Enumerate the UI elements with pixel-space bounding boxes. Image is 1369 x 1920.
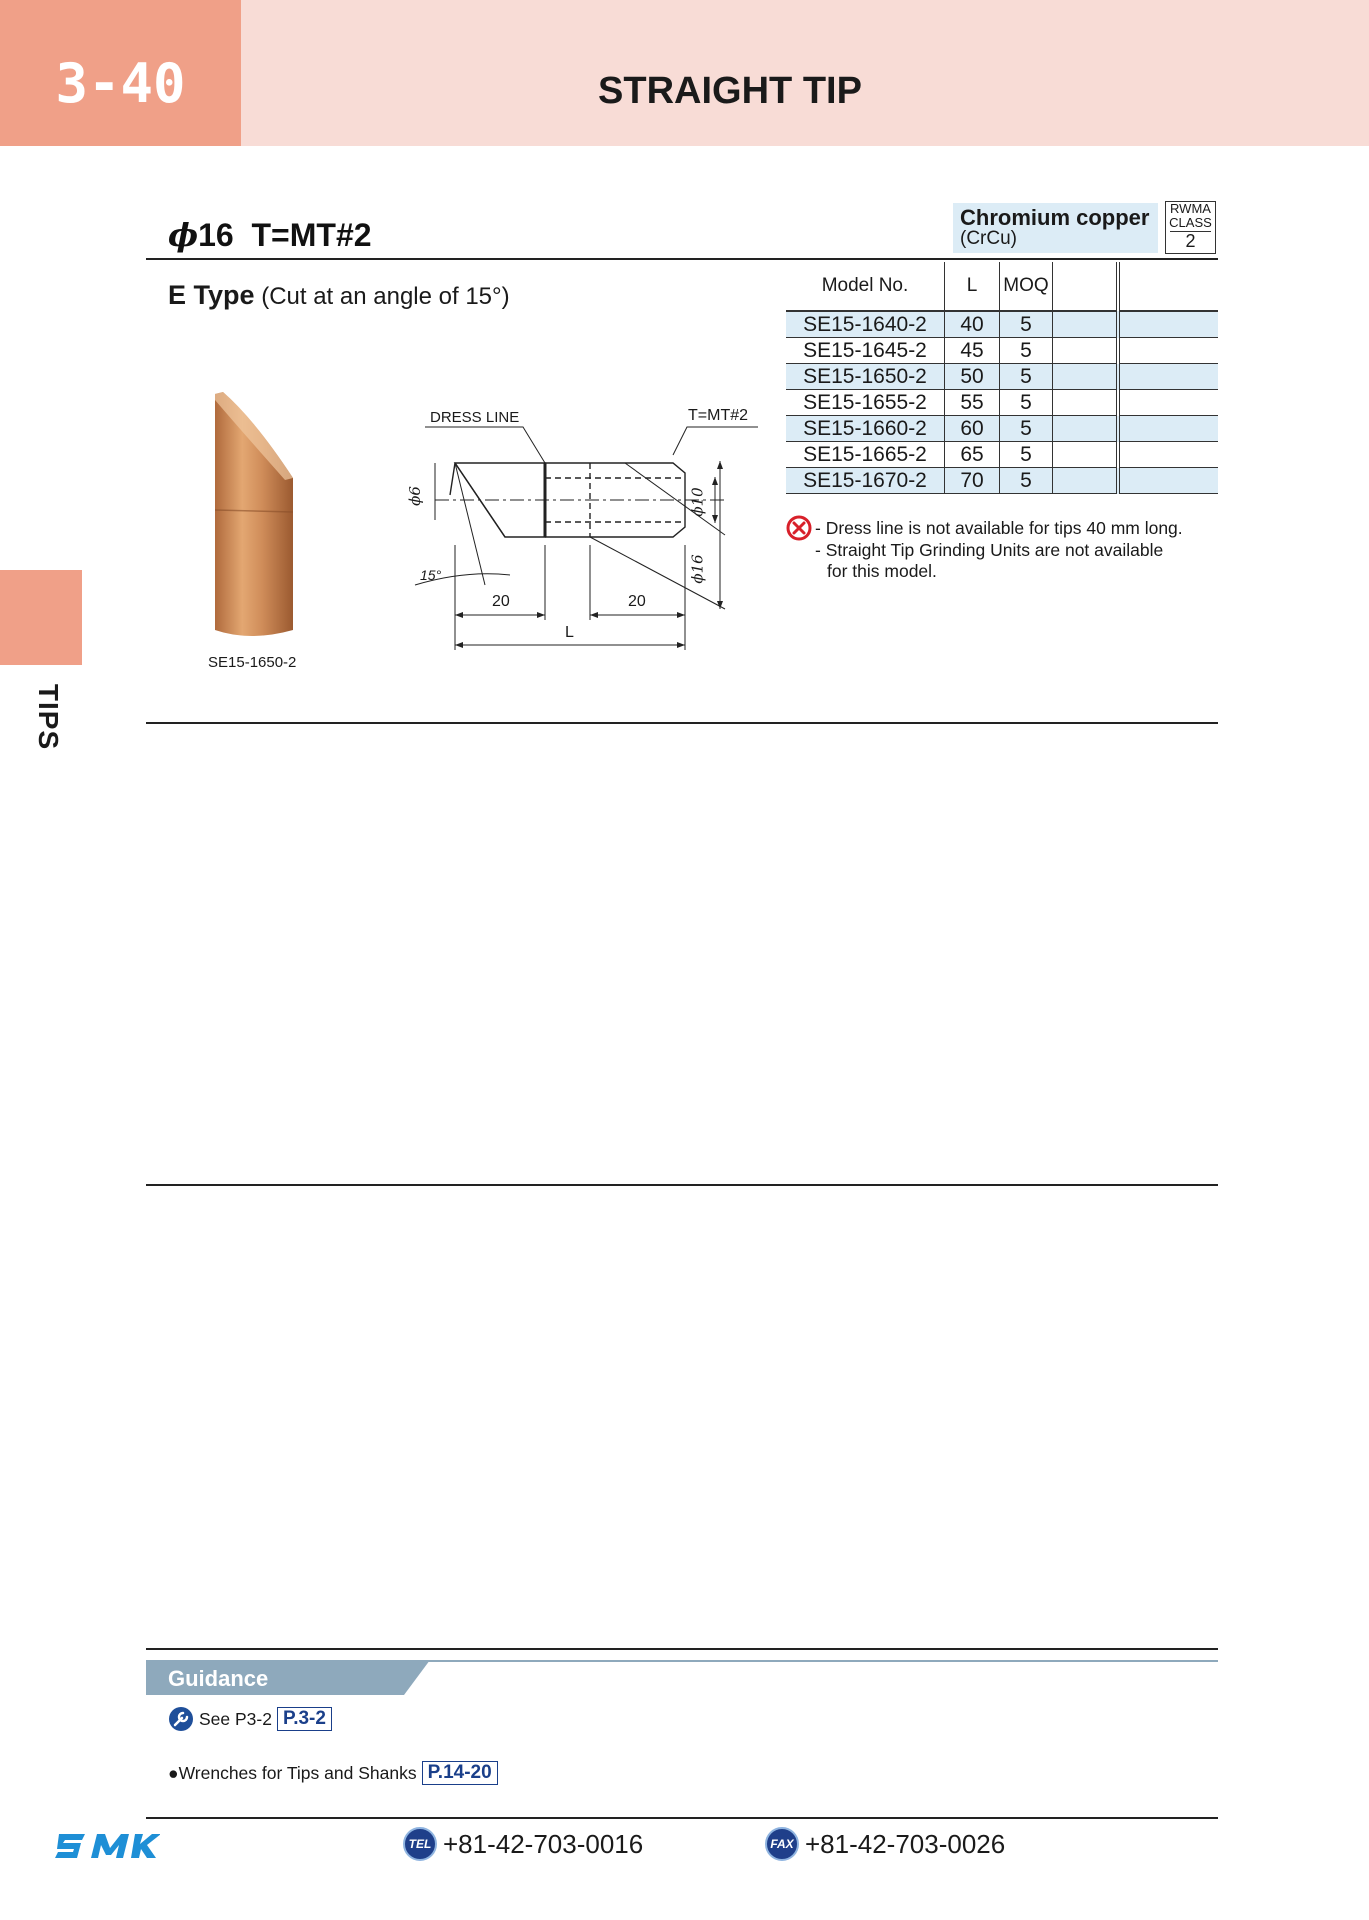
cell-moq: 5 xyxy=(1000,416,1053,442)
note-line: for this model. xyxy=(827,561,937,581)
diameter-symbol: ϕ xyxy=(168,216,199,254)
brand-logo xyxy=(55,1830,160,1862)
table-row xyxy=(786,390,1218,416)
cell-model: SE15-1670-2 xyxy=(786,468,945,494)
cell-moq: 5 xyxy=(1000,338,1053,364)
phi6-label: ϕ6 xyxy=(405,486,424,506)
class-label: CLASS xyxy=(1169,215,1212,230)
cell-length: 50 xyxy=(945,364,1000,390)
col-header-model: Model No. xyxy=(786,262,945,311)
fax-icon: FAX xyxy=(765,1827,799,1861)
cell-blank xyxy=(1118,338,1218,364)
section-rule-top xyxy=(146,258,1218,260)
section-rule xyxy=(146,1648,1218,1650)
taper-label: T=MT#2 xyxy=(688,407,749,424)
cell-model: SE15-1640-2 xyxy=(786,311,945,338)
table-row xyxy=(786,442,1218,468)
cell-length: 70 xyxy=(945,468,1000,494)
table-row xyxy=(786,416,1218,442)
side-tab-label: TIPS xyxy=(33,683,64,751)
cell-length: 65 xyxy=(945,442,1000,468)
table-row xyxy=(786,364,1218,390)
section-rule xyxy=(146,1184,1218,1186)
cell-blank xyxy=(1053,338,1119,364)
note-line: - Dress line is not available for tips 40 mm long. xyxy=(815,518,1183,538)
cell-blank xyxy=(1053,311,1119,338)
cell-length: 60 xyxy=(945,416,1000,442)
phi16-label: ϕ16 xyxy=(688,554,707,584)
dim-label: 20 xyxy=(628,593,646,610)
cell-moq: 5 xyxy=(1000,390,1053,416)
angle-label: 15° xyxy=(420,567,442,583)
cell-blank xyxy=(1053,416,1119,442)
phone-number[interactable]: +81-42-703-0016 xyxy=(443,1828,644,1859)
guidance-see-line xyxy=(168,1706,332,1732)
table-header-row xyxy=(786,262,1218,311)
type-heading xyxy=(168,280,510,311)
fax-number[interactable]: +81-42-703-0026 xyxy=(805,1828,1006,1859)
material-name: Chromium copper xyxy=(960,205,1150,230)
side-tab xyxy=(28,672,68,762)
see-page-link[interactable]: P.3-2 xyxy=(277,1707,332,1731)
cell-blank xyxy=(1118,442,1218,468)
wrench-icon xyxy=(168,1706,194,1732)
col-header-moq: MOQ xyxy=(1000,262,1053,311)
phone-contact xyxy=(403,1827,643,1861)
table-row xyxy=(786,468,1218,494)
cell-moq: 5 xyxy=(1000,442,1053,468)
side-tab-marker xyxy=(0,570,82,665)
page-number: 3-40 xyxy=(55,52,186,115)
drawing-lines xyxy=(395,395,775,665)
dim-label: 20 xyxy=(492,593,510,610)
phi10-label: ϕ10 xyxy=(688,487,707,517)
cell-model: SE15-1655-2 xyxy=(786,390,945,416)
guidance-title: Guidance xyxy=(168,1666,269,1691)
wrench-text: ●Wrenches for Tips and Shanks xyxy=(168,1762,417,1783)
cell-blank xyxy=(1053,390,1119,416)
col-header-blank-1 xyxy=(1053,262,1119,311)
section-rule xyxy=(146,722,1218,724)
cell-blank xyxy=(1118,416,1218,442)
cell-length: 40 xyxy=(945,311,1000,338)
rwma-label: RWMA xyxy=(1170,201,1211,216)
footer-rule xyxy=(146,1817,1218,1819)
page-title: STRAIGHT TIP xyxy=(598,70,862,112)
length-label: L xyxy=(565,624,574,641)
page-number-block xyxy=(0,0,241,146)
model-table xyxy=(786,262,1218,494)
spec-heading xyxy=(168,216,372,254)
product-photo xyxy=(195,380,305,650)
taper-value: T=MT#2 xyxy=(251,217,372,253)
guidance-bar xyxy=(146,1660,1218,1695)
cell-blank xyxy=(1053,364,1119,390)
cell-model: SE15-1650-2 xyxy=(786,364,945,390)
cell-model: SE15-1645-2 xyxy=(786,338,945,364)
table-row xyxy=(786,338,1218,364)
fax-contact xyxy=(765,1827,1005,1861)
rwma-class-box xyxy=(1165,201,1216,254)
dress-line-label: DRESS LINE xyxy=(430,409,520,426)
wrench-page-link[interactable]: P.14-20 xyxy=(422,1761,498,1785)
cell-length: 55 xyxy=(945,390,1000,416)
cell-blank xyxy=(1053,442,1119,468)
cell-blank xyxy=(1118,311,1218,338)
table-row xyxy=(786,311,1218,338)
cell-blank xyxy=(1118,390,1218,416)
not-available-icon xyxy=(786,515,812,541)
tel-icon: TEL xyxy=(403,1827,437,1861)
rwma-class-value: 2 xyxy=(1170,231,1211,250)
technical-drawing xyxy=(395,395,775,665)
photo-caption: SE15-1650-2 xyxy=(208,654,297,671)
cell-blank xyxy=(1118,364,1218,390)
type-name: E Type xyxy=(168,280,255,310)
cell-model: SE15-1660-2 xyxy=(786,416,945,442)
cell-moq: 5 xyxy=(1000,311,1053,338)
col-header-length: L xyxy=(945,262,1000,311)
material-code: (CrCu) xyxy=(960,228,1017,249)
cell-moq: 5 xyxy=(1000,468,1053,494)
cell-blank xyxy=(1053,468,1119,494)
cell-length: 45 xyxy=(945,338,1000,364)
diameter-value: 16 xyxy=(198,217,234,253)
guidance-wrench-line xyxy=(168,1761,498,1785)
see-text: See P3-2 xyxy=(199,1708,272,1729)
cell-model: SE15-1665-2 xyxy=(786,442,945,468)
col-header-blank-2 xyxy=(1118,262,1218,311)
note-line: - Straight Tip Grinding Units are not available xyxy=(815,540,1164,560)
cell-moq: 5 xyxy=(1000,364,1053,390)
cell-blank xyxy=(1118,468,1218,494)
type-description: (Cut at an angle of 15°) xyxy=(261,283,510,310)
